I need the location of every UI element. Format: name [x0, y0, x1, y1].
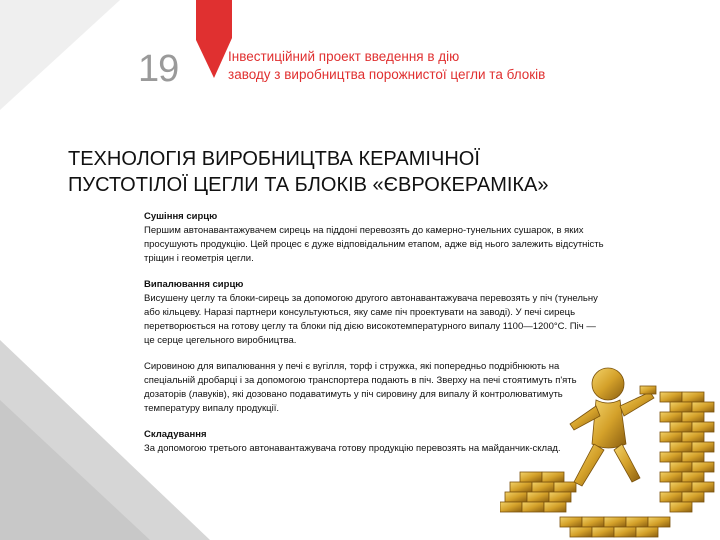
section-text: Першим автонавантажувачем сирець на піддоні перевозять до камерно-тунельних сушарок, в яких просушують продукцію. Цей процес є дуже відповідальним етапом, адже від нього залежить відсутність тріщин і геометрія цегли.	[144, 225, 604, 264]
slide-heading-line2: ПУСТОТІЛОЇ ЦЕГЛИ ТА БЛОКІВ «ЄВРОКЕРАМІКА»	[68, 174, 549, 196]
project-title-line2: заводу з виробництва порожнистої цегли та блоків	[228, 67, 546, 82]
section-text: Висушену цеглу та блоки-сирець за допомогою другого автонавантажувача перевозять у піч (тунельну або кільцеву. Наразі партнери консультуються, яку саме піч проектувати на заводі). У печі сирець перетворюється на готову цеглу та блоки під дією високотемпературного випалу 1100—1200°С. Піч — це серце цегельного виробництва.	[144, 293, 598, 346]
section-title: Складування	[144, 429, 207, 440]
golden-figure-brick-wall-illustration	[500, 332, 720, 540]
red-corner-shape	[196, 0, 232, 78]
slide-heading-line1: ТЕХНОЛОГІЯ ВИРОБНИЦТВА КЕРАМІЧНОЇ	[68, 148, 480, 170]
section-text: Сировиною для випалювання у печі є вугілля, торф і стружка, які попередньо подрібнюють на спеціальній дробарці і за допомогою транспортера подають в піч. Зверху на печі стоятимуть п'ять дозаторів (лавуків), які дозовано подаватимуть у піч сировину для випалу й контролюватимуть температуру випалу продукції.	[144, 361, 577, 414]
section-title: Сушіння сирцю	[144, 211, 218, 222]
section-title: Випалювання сирцю	[144, 279, 244, 290]
slide-heading	[68, 146, 628, 198]
top-left-gray-band	[0, 0, 120, 110]
section-drying	[144, 210, 604, 266]
golden-figure-icon	[570, 368, 656, 486]
project-title-line1: Інвестиційний проект введення в дію	[228, 49, 460, 64]
project-title	[228, 48, 628, 84]
page-number: 19	[138, 48, 179, 90]
section-text: За допомогою третього автонавантажувача готову продукцію перевозять на майданчик-склад.	[144, 443, 561, 454]
